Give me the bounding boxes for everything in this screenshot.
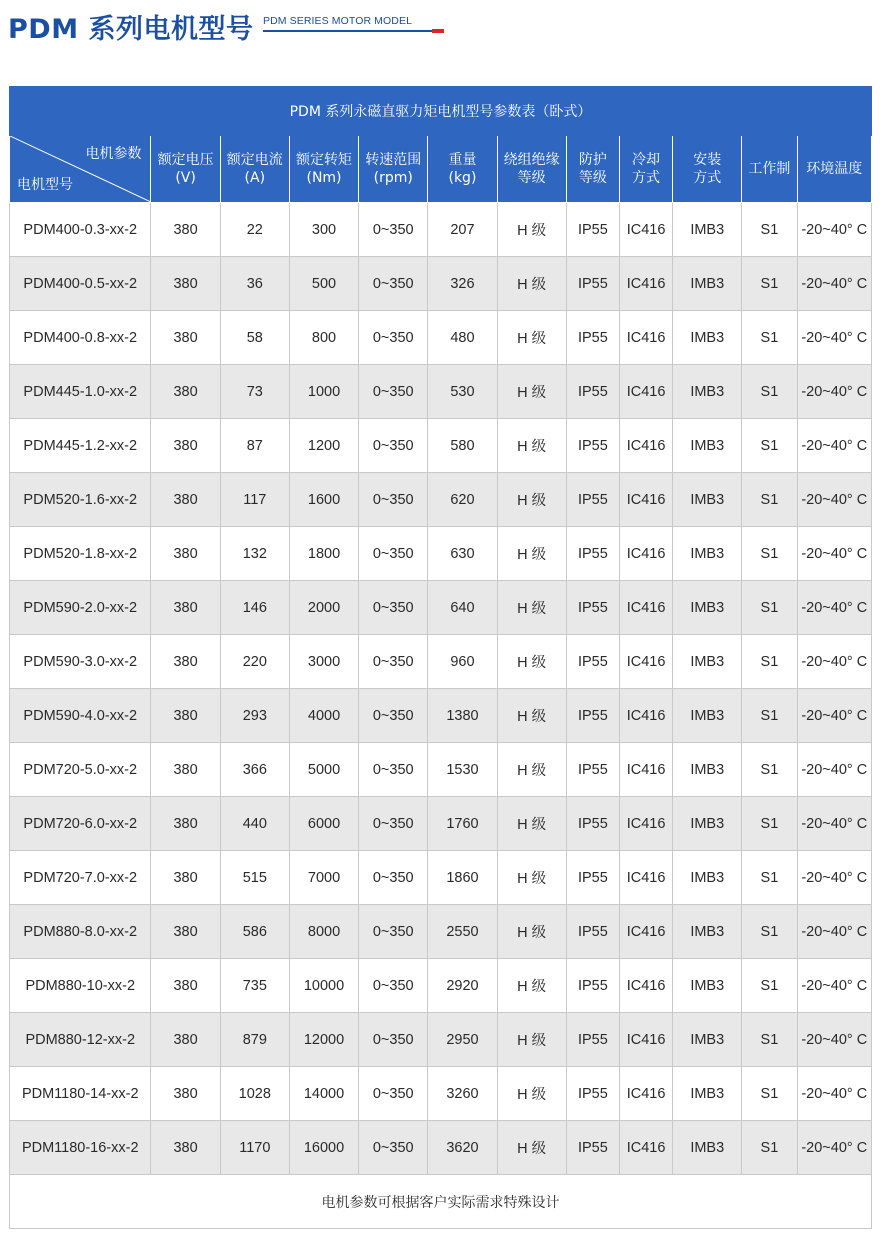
cell-torque: 16000 bbox=[289, 1121, 358, 1175]
cell-model: PDM720-7.0-xx-2 bbox=[10, 851, 151, 905]
cell-model: PDM590-2.0-xx-2 bbox=[10, 581, 151, 635]
cell-speed-range: 0~350 bbox=[359, 365, 428, 419]
cell-speed-range: 0~350 bbox=[359, 851, 428, 905]
cell-torque: 1800 bbox=[289, 527, 358, 581]
cell-insulation-class: H 级 bbox=[497, 419, 566, 473]
cell-speed-range: 0~350 bbox=[359, 527, 428, 581]
cell-insulation-class: H 级 bbox=[497, 257, 566, 311]
cell-weight: 3260 bbox=[428, 1067, 497, 1121]
cell-cooling-method: IC416 bbox=[619, 203, 672, 257]
column-header bbox=[742, 136, 797, 203]
cell-voltage: 380 bbox=[151, 581, 220, 635]
cell-cooling-method: IC416 bbox=[619, 473, 672, 527]
cell-mounting-method: IMB3 bbox=[673, 905, 742, 959]
cell-cooling-method: IC416 bbox=[619, 959, 672, 1013]
cell-torque: 5000 bbox=[289, 743, 358, 797]
table-footer-row bbox=[10, 1175, 872, 1229]
cell-ambient-temperature: -20~40° C bbox=[797, 473, 871, 527]
cell-weight: 580 bbox=[428, 419, 497, 473]
cell-model: PDM1180-16-xx-2 bbox=[10, 1121, 151, 1175]
cell-torque: 4000 bbox=[289, 689, 358, 743]
cell-speed-range: 0~350 bbox=[359, 959, 428, 1013]
cell-ambient-temperature: -20~40° C bbox=[797, 905, 871, 959]
column-header bbox=[673, 136, 742, 203]
cell-voltage: 380 bbox=[151, 1067, 220, 1121]
motor-spec-table bbox=[9, 86, 872, 1229]
cell-model: PDM720-5.0-xx-2 bbox=[10, 743, 151, 797]
table-caption: PDM 系列永磁直驱力矩电机型号参数表（卧式） bbox=[10, 87, 872, 136]
cell-cooling-method: IC416 bbox=[619, 743, 672, 797]
cell-model: PDM720-6.0-xx-2 bbox=[10, 797, 151, 851]
cell-weight: 960 bbox=[428, 635, 497, 689]
cell-current: 586 bbox=[220, 905, 289, 959]
cell-voltage: 380 bbox=[151, 419, 220, 473]
cell-weight: 3620 bbox=[428, 1121, 497, 1175]
column-header-line2: (kg) bbox=[448, 170, 477, 186]
cell-model: PDM520-1.8-xx-2 bbox=[10, 527, 151, 581]
cell-mounting-method: IMB3 bbox=[673, 203, 742, 257]
spec-table-container bbox=[9, 86, 872, 1229]
cell-current: 366 bbox=[220, 743, 289, 797]
cell-speed-range: 0~350 bbox=[359, 1067, 428, 1121]
cell-mounting-method: IMB3 bbox=[673, 257, 742, 311]
cell-duty-type: S1 bbox=[742, 203, 797, 257]
cell-ambient-temperature: -20~40° C bbox=[797, 203, 871, 257]
column-header bbox=[289, 136, 358, 203]
cell-torque: 300 bbox=[289, 203, 358, 257]
cell-mounting-method: IMB3 bbox=[673, 527, 742, 581]
cell-ambient-temperature: -20~40° C bbox=[797, 419, 871, 473]
cell-insulation-class: H 级 bbox=[497, 851, 566, 905]
cell-weight: 630 bbox=[428, 527, 497, 581]
column-header-line1: 防护 bbox=[578, 152, 607, 168]
cell-current: 1170 bbox=[220, 1121, 289, 1175]
cell-insulation-class: H 级 bbox=[497, 1121, 566, 1175]
cell-voltage: 380 bbox=[151, 905, 220, 959]
column-header-line1: 额定转矩 bbox=[296, 152, 353, 168]
page-subtitle: PDM SERIES MOTOR MODEL bbox=[263, 15, 413, 27]
cell-model: PDM590-3.0-xx-2 bbox=[10, 635, 151, 689]
cell-duty-type: S1 bbox=[742, 257, 797, 311]
table-row bbox=[10, 365, 872, 419]
cell-speed-range: 0~350 bbox=[359, 635, 428, 689]
table-row bbox=[10, 257, 872, 311]
cell-ambient-temperature: -20~40° C bbox=[797, 635, 871, 689]
cell-voltage: 380 bbox=[151, 743, 220, 797]
table-row bbox=[10, 581, 872, 635]
cell-mounting-method: IMB3 bbox=[673, 1067, 742, 1121]
table-row bbox=[10, 797, 872, 851]
cell-current: 73 bbox=[220, 365, 289, 419]
cell-speed-range: 0~350 bbox=[359, 257, 428, 311]
cell-protection-class: IP55 bbox=[566, 635, 619, 689]
cell-insulation-class: H 级 bbox=[497, 905, 566, 959]
cell-mounting-method: IMB3 bbox=[673, 797, 742, 851]
cell-current: 22 bbox=[220, 203, 289, 257]
cell-protection-class: IP55 bbox=[566, 581, 619, 635]
column-header-line1: 冷却 bbox=[632, 152, 661, 168]
column-header-line2: (A) bbox=[244, 170, 266, 186]
cell-mounting-method: IMB3 bbox=[673, 1121, 742, 1175]
column-header-line2: 等级 bbox=[517, 170, 546, 186]
cell-cooling-method: IC416 bbox=[619, 581, 672, 635]
table-row bbox=[10, 1067, 872, 1121]
cell-voltage: 380 bbox=[151, 797, 220, 851]
cell-voltage: 380 bbox=[151, 1121, 220, 1175]
cell-protection-class: IP55 bbox=[566, 1121, 619, 1175]
cell-duty-type: S1 bbox=[742, 959, 797, 1013]
cell-protection-class: IP55 bbox=[566, 473, 619, 527]
cell-duty-type: S1 bbox=[742, 905, 797, 959]
cell-ambient-temperature: -20~40° C bbox=[797, 527, 871, 581]
cell-voltage: 380 bbox=[151, 1013, 220, 1067]
cell-torque: 2000 bbox=[289, 581, 358, 635]
cell-weight: 2950 bbox=[428, 1013, 497, 1067]
cell-ambient-temperature: -20~40° C bbox=[797, 851, 871, 905]
page-header bbox=[0, 0, 880, 52]
cell-duty-type: S1 bbox=[742, 743, 797, 797]
table-row bbox=[10, 1013, 872, 1067]
cell-speed-range: 0~350 bbox=[359, 797, 428, 851]
cell-protection-class: IP55 bbox=[566, 203, 619, 257]
cell-torque: 6000 bbox=[289, 797, 358, 851]
cell-torque: 1200 bbox=[289, 419, 358, 473]
cell-cooling-method: IC416 bbox=[619, 419, 672, 473]
cell-speed-range: 0~350 bbox=[359, 1013, 428, 1067]
cell-model: PDM445-1.2-xx-2 bbox=[10, 419, 151, 473]
cell-current: 1028 bbox=[220, 1067, 289, 1121]
table-row bbox=[10, 203, 872, 257]
cell-insulation-class: H 级 bbox=[497, 365, 566, 419]
cell-speed-range: 0~350 bbox=[359, 1121, 428, 1175]
cell-torque: 500 bbox=[289, 257, 358, 311]
cell-speed-range: 0~350 bbox=[359, 311, 428, 365]
cell-weight: 1760 bbox=[428, 797, 497, 851]
column-header-line1: 转速范围 bbox=[365, 152, 422, 168]
cell-duty-type: S1 bbox=[742, 419, 797, 473]
cell-ambient-temperature: -20~40° C bbox=[797, 365, 871, 419]
cell-duty-type: S1 bbox=[742, 473, 797, 527]
cell-ambient-temperature: -20~40° C bbox=[797, 581, 871, 635]
cell-ambient-temperature: -20~40° C bbox=[797, 959, 871, 1013]
table-footer-note: 电机参数可根据客户实际需求特殊设计 bbox=[10, 1175, 872, 1229]
cell-torque: 1000 bbox=[289, 365, 358, 419]
column-header bbox=[428, 136, 497, 203]
cell-ambient-temperature: -20~40° C bbox=[797, 1067, 871, 1121]
cell-cooling-method: IC416 bbox=[619, 1121, 672, 1175]
cell-protection-class: IP55 bbox=[566, 959, 619, 1013]
column-header-line1: 绕组绝缘 bbox=[503, 152, 560, 168]
cell-model: PDM520-1.6-xx-2 bbox=[10, 473, 151, 527]
cell-mounting-method: IMB3 bbox=[673, 743, 742, 797]
cell-insulation-class: H 级 bbox=[497, 1067, 566, 1121]
cell-duty-type: S1 bbox=[742, 1013, 797, 1067]
cell-mounting-method: IMB3 bbox=[673, 1013, 742, 1067]
cell-speed-range: 0~350 bbox=[359, 473, 428, 527]
subtitle-underline bbox=[263, 30, 440, 32]
cell-cooling-method: IC416 bbox=[619, 1013, 672, 1067]
cell-cooling-method: IC416 bbox=[619, 797, 672, 851]
column-header bbox=[497, 136, 566, 203]
table-row bbox=[10, 959, 872, 1013]
column-header bbox=[220, 136, 289, 203]
cell-speed-range: 0~350 bbox=[359, 203, 428, 257]
cell-weight: 207 bbox=[428, 203, 497, 257]
column-header-line1: 安装 bbox=[693, 152, 722, 168]
table-row bbox=[10, 1121, 872, 1175]
cell-mounting-method: IMB3 bbox=[673, 851, 742, 905]
cell-weight: 1860 bbox=[428, 851, 497, 905]
cell-model: PDM445-1.0-xx-2 bbox=[10, 365, 151, 419]
cell-protection-class: IP55 bbox=[566, 689, 619, 743]
cell-protection-class: IP55 bbox=[566, 311, 619, 365]
cell-protection-class: IP55 bbox=[566, 257, 619, 311]
cell-mounting-method: IMB3 bbox=[673, 635, 742, 689]
cell-duty-type: S1 bbox=[742, 797, 797, 851]
cell-current: 132 bbox=[220, 527, 289, 581]
cell-voltage: 380 bbox=[151, 311, 220, 365]
cell-duty-type: S1 bbox=[742, 527, 797, 581]
cell-current: 87 bbox=[220, 419, 289, 473]
cell-voltage: 380 bbox=[151, 473, 220, 527]
cell-current: 36 bbox=[220, 257, 289, 311]
table-body bbox=[10, 203, 872, 1175]
cell-model: PDM400-0.8-xx-2 bbox=[10, 311, 151, 365]
cell-protection-class: IP55 bbox=[566, 527, 619, 581]
page-title: PDM 系列电机型号 bbox=[8, 14, 254, 45]
cell-weight: 620 bbox=[428, 473, 497, 527]
cell-protection-class: IP55 bbox=[566, 365, 619, 419]
cell-torque: 14000 bbox=[289, 1067, 358, 1121]
cell-torque: 8000 bbox=[289, 905, 358, 959]
cell-ambient-temperature: -20~40° C bbox=[797, 797, 871, 851]
cell-cooling-method: IC416 bbox=[619, 905, 672, 959]
cell-torque: 3000 bbox=[289, 635, 358, 689]
cell-torque: 1600 bbox=[289, 473, 358, 527]
column-header bbox=[566, 136, 619, 203]
cell-insulation-class: H 级 bbox=[497, 743, 566, 797]
cell-current: 735 bbox=[220, 959, 289, 1013]
column-header-line2: (Nm) bbox=[306, 170, 342, 186]
cell-weight: 1530 bbox=[428, 743, 497, 797]
cell-current: 117 bbox=[220, 473, 289, 527]
table-header-row bbox=[10, 136, 872, 203]
cell-duty-type: S1 bbox=[742, 1067, 797, 1121]
cell-current: 146 bbox=[220, 581, 289, 635]
column-header-line1: 工作制 bbox=[748, 161, 791, 177]
cell-insulation-class: H 级 bbox=[497, 311, 566, 365]
column-header-line2: 方式 bbox=[693, 170, 722, 186]
column-header bbox=[619, 136, 672, 203]
column-header-line1: 重量 bbox=[448, 152, 477, 168]
cell-model: PDM590-4.0-xx-2 bbox=[10, 689, 151, 743]
cell-insulation-class: H 级 bbox=[497, 1013, 566, 1067]
cell-protection-class: IP55 bbox=[566, 851, 619, 905]
cell-cooling-method: IC416 bbox=[619, 635, 672, 689]
cell-current: 58 bbox=[220, 311, 289, 365]
cell-insulation-class: H 级 bbox=[497, 473, 566, 527]
cell-ambient-temperature: -20~40° C bbox=[797, 689, 871, 743]
cell-model: PDM400-0.5-xx-2 bbox=[10, 257, 151, 311]
cell-voltage: 380 bbox=[151, 689, 220, 743]
cell-model: PDM880-8.0-xx-2 bbox=[10, 905, 151, 959]
cell-mounting-method: IMB3 bbox=[673, 689, 742, 743]
cell-insulation-class: H 级 bbox=[497, 689, 566, 743]
cell-cooling-method: IC416 bbox=[619, 257, 672, 311]
cell-protection-class: IP55 bbox=[566, 1013, 619, 1067]
cell-duty-type: S1 bbox=[742, 689, 797, 743]
cell-duty-type: S1 bbox=[742, 1121, 797, 1175]
cell-duty-type: S1 bbox=[742, 635, 797, 689]
cell-cooling-method: IC416 bbox=[619, 527, 672, 581]
cell-model: PDM1180-14-xx-2 bbox=[10, 1067, 151, 1121]
cell-speed-range: 0~350 bbox=[359, 905, 428, 959]
cell-duty-type: S1 bbox=[742, 581, 797, 635]
cell-weight: 2920 bbox=[428, 959, 497, 1013]
cell-voltage: 380 bbox=[151, 365, 220, 419]
cell-speed-range: 0~350 bbox=[359, 689, 428, 743]
cell-torque: 7000 bbox=[289, 851, 358, 905]
cell-duty-type: S1 bbox=[742, 311, 797, 365]
cell-insulation-class: H 级 bbox=[497, 527, 566, 581]
table-row bbox=[10, 743, 872, 797]
cell-current: 879 bbox=[220, 1013, 289, 1067]
corner-label-parameters: 电机参数 bbox=[85, 146, 142, 162]
cell-model: PDM400-0.3-xx-2 bbox=[10, 203, 151, 257]
table-row bbox=[10, 419, 872, 473]
table-row bbox=[10, 311, 872, 365]
cell-current: 293 bbox=[220, 689, 289, 743]
table-row bbox=[10, 635, 872, 689]
column-header-line2: (V) bbox=[175, 170, 196, 186]
cell-mounting-method: IMB3 bbox=[673, 473, 742, 527]
cell-voltage: 380 bbox=[151, 257, 220, 311]
cell-mounting-method: IMB3 bbox=[673, 419, 742, 473]
corner-label-model: 电机型号 bbox=[17, 177, 73, 193]
cell-cooling-method: IC416 bbox=[619, 311, 672, 365]
cell-voltage: 380 bbox=[151, 959, 220, 1013]
cell-weight: 480 bbox=[428, 311, 497, 365]
cell-torque: 12000 bbox=[289, 1013, 358, 1067]
table-row bbox=[10, 851, 872, 905]
table-row bbox=[10, 689, 872, 743]
cell-torque: 10000 bbox=[289, 959, 358, 1013]
cell-insulation-class: H 级 bbox=[497, 797, 566, 851]
cell-torque: 800 bbox=[289, 311, 358, 365]
cell-voltage: 380 bbox=[151, 851, 220, 905]
cell-speed-range: 0~350 bbox=[359, 581, 428, 635]
column-header-line2: 方式 bbox=[632, 170, 661, 186]
cell-protection-class: IP55 bbox=[566, 905, 619, 959]
cell-cooling-method: IC416 bbox=[619, 1067, 672, 1121]
table-row bbox=[10, 905, 872, 959]
cell-ambient-temperature: -20~40° C bbox=[797, 743, 871, 797]
cell-mounting-method: IMB3 bbox=[673, 959, 742, 1013]
cell-duty-type: S1 bbox=[742, 851, 797, 905]
cell-voltage: 380 bbox=[151, 203, 220, 257]
cell-protection-class: IP55 bbox=[566, 797, 619, 851]
cell-insulation-class: H 级 bbox=[497, 203, 566, 257]
cell-protection-class: IP55 bbox=[566, 1067, 619, 1121]
column-header bbox=[797, 136, 871, 203]
cell-model: PDM880-10-xx-2 bbox=[10, 959, 151, 1013]
column-header bbox=[359, 136, 428, 203]
cell-current: 220 bbox=[220, 635, 289, 689]
table-caption-row bbox=[10, 87, 872, 136]
cell-current: 440 bbox=[220, 797, 289, 851]
column-header-line1: 环境温度 bbox=[806, 161, 863, 177]
page-subtitle-block bbox=[263, 15, 440, 32]
cell-insulation-class: H 级 bbox=[497, 635, 566, 689]
cell-protection-class: IP55 bbox=[566, 743, 619, 797]
cell-ambient-temperature: -20~40° C bbox=[797, 1121, 871, 1175]
column-header bbox=[151, 136, 220, 203]
column-header-line2: (rpm) bbox=[373, 170, 413, 186]
cell-model: PDM880-12-xx-2 bbox=[10, 1013, 151, 1067]
cell-mounting-method: IMB3 bbox=[673, 311, 742, 365]
cell-weight: 530 bbox=[428, 365, 497, 419]
column-header-line1: 额定电流 bbox=[226, 152, 283, 168]
cell-weight: 326 bbox=[428, 257, 497, 311]
table-row bbox=[10, 527, 872, 581]
cell-cooling-method: IC416 bbox=[619, 851, 672, 905]
cell-voltage: 380 bbox=[151, 635, 220, 689]
cell-weight: 640 bbox=[428, 581, 497, 635]
cell-mounting-method: IMB3 bbox=[673, 365, 742, 419]
cell-insulation-class: H 级 bbox=[497, 581, 566, 635]
cell-current: 515 bbox=[220, 851, 289, 905]
cell-mounting-method: IMB3 bbox=[673, 581, 742, 635]
cell-protection-class: IP55 bbox=[566, 419, 619, 473]
column-header-line2: 等级 bbox=[578, 170, 607, 186]
cell-cooling-method: IC416 bbox=[619, 365, 672, 419]
column-header-line1: 额定电压 bbox=[157, 152, 214, 168]
cell-weight: 2550 bbox=[428, 905, 497, 959]
cell-ambient-temperature: -20~40° C bbox=[797, 257, 871, 311]
cell-voltage: 380 bbox=[151, 527, 220, 581]
cell-weight: 1380 bbox=[428, 689, 497, 743]
cell-ambient-temperature: -20~40° C bbox=[797, 1013, 871, 1067]
cell-speed-range: 0~350 bbox=[359, 743, 428, 797]
corner-header-cell bbox=[10, 136, 151, 203]
cell-cooling-method: IC416 bbox=[619, 689, 672, 743]
cell-speed-range: 0~350 bbox=[359, 419, 428, 473]
table-row bbox=[10, 473, 872, 527]
cell-duty-type: S1 bbox=[742, 365, 797, 419]
cell-insulation-class: H 级 bbox=[497, 959, 566, 1013]
cell-ambient-temperature: -20~40° C bbox=[797, 311, 871, 365]
